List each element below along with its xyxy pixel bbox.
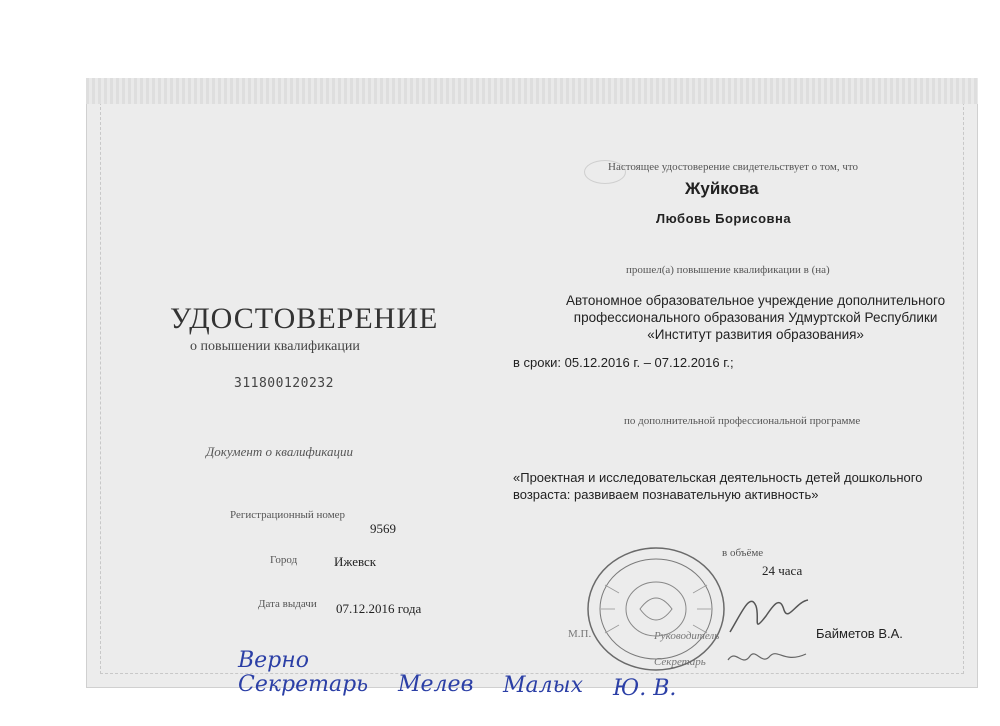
document-type: Документ о квалификации <box>206 444 353 459</box>
certificate-title: УДОСТОВЕРЕНИЕ <box>170 302 439 335</box>
registration-number: 9569 <box>370 521 396 536</box>
program-name: «Проектная и исследовательская деятельность детей дошкольного возраста: развиваем познавательную активность» <box>513 470 923 502</box>
training-period: в сроки: 05.12.2016 г. – 07.12.2016 г.; <box>513 355 734 370</box>
handwritten-signature-1: Мелев <box>398 672 474 697</box>
volume-value: 24 часа <box>762 563 803 578</box>
issue-date-label: Дата выдачи <box>258 598 317 610</box>
organization-line-1: Автономное образовательное учреждение дополнительного <box>566 293 946 308</box>
stamp-label: М.П. <box>568 628 592 640</box>
city-label: Город <box>270 554 298 566</box>
volume-label: в объёме <box>722 547 764 559</box>
handwritten-secretary: Секретарь <box>238 672 369 697</box>
organization-line-3: «Институт развития образования» <box>647 327 864 342</box>
rector-label: Руководитель <box>654 630 720 642</box>
secretary-signature-icon <box>722 642 812 672</box>
certificate-subtitle: о повышении квалификации <box>190 339 360 354</box>
serial-number: 311800120232 <box>234 376 334 391</box>
official-seal-icon <box>585 545 727 673</box>
organization-name <box>566 292 945 343</box>
secretary-label: Секретарь <box>654 656 706 668</box>
holder-surname: Жуйкова <box>685 179 759 198</box>
handwritten-signature-2: Малых <box>503 673 583 698</box>
ornament-band <box>86 78 978 104</box>
organization-line-2: профессионального образования Удмуртской Республики <box>573 310 938 325</box>
signer-name: Байметов В.А. <box>816 626 903 641</box>
handwritten-initials: Ю. В. <box>613 676 677 701</box>
passed-label: прошел(а) повышение квалификации в (на) <box>626 264 830 276</box>
city-value: Ижевск <box>334 554 377 569</box>
holder-given-name: Любовь Борисовна <box>656 211 792 226</box>
registration-label: Регистрационный номер <box>230 509 346 521</box>
rector-signature-icon <box>722 582 812 642</box>
handwritten-verno: Верно <box>238 648 310 673</box>
program-label: по дополнительной профессиональной программе <box>624 415 861 427</box>
issue-date: 07.12.2016 года <box>336 601 422 616</box>
intro-text: Настоящее удостоверение свидетельствует о том, что <box>608 161 859 173</box>
